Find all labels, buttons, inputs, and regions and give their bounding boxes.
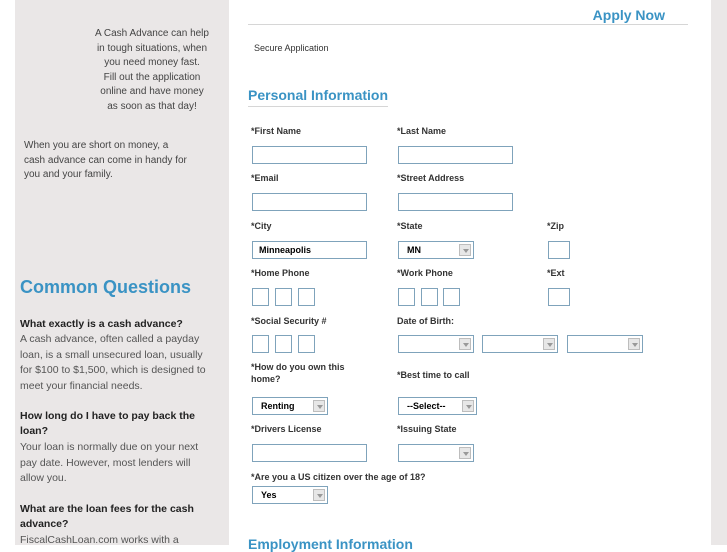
us-citizen-select[interactable] xyxy=(252,486,328,504)
dob-day-select[interactable] xyxy=(482,335,558,353)
email-label: *Email xyxy=(251,173,279,183)
ssn-part3-input[interactable] xyxy=(298,335,315,353)
faq-question xyxy=(20,317,220,332)
sidebar xyxy=(15,0,229,545)
street-address-input[interactable] xyxy=(398,193,513,211)
home-phone-line-input[interactable] xyxy=(298,288,315,306)
own-home-label-line: home? xyxy=(251,374,281,384)
intro-line: A Cash Advance can help xyxy=(95,28,209,39)
own-home-label xyxy=(251,361,345,385)
chevron-down-icon xyxy=(462,400,474,412)
employment-information-title: Employment Information xyxy=(248,536,413,552)
intro-line: Fill out the application xyxy=(103,71,201,83)
faq-answer-line: pay date. However, most lenders will xyxy=(20,456,191,469)
ssn-part1-input[interactable] xyxy=(252,335,269,353)
own-home-select[interactable] xyxy=(252,397,328,415)
faq-answer xyxy=(20,440,222,487)
faq-question-line: What exactly is a cash advance? xyxy=(20,318,183,330)
faq-answer-line: A cash advance, often called a payday xyxy=(20,333,200,345)
faq-question-line: How long do I have to pay back the xyxy=(20,410,196,422)
common-questions-title: Common Questions xyxy=(20,277,192,297)
faq-answer-line: meet your financial needs. xyxy=(20,379,143,392)
application-form-panel xyxy=(231,0,711,552)
first-name-input[interactable] xyxy=(252,146,367,164)
home-phone-label: *Home Phone xyxy=(251,268,310,278)
city-label: *City xyxy=(251,221,272,231)
work-phone-label: *Work Phone xyxy=(397,268,453,278)
own-home-select-value: Renting xyxy=(261,401,295,411)
ssn-part2-input[interactable] xyxy=(275,335,292,353)
intro-line: online and have money xyxy=(100,86,204,98)
last-name-input[interactable] xyxy=(398,146,513,164)
chevron-down-icon xyxy=(543,338,555,350)
chevron-down-icon xyxy=(459,447,471,459)
chevron-down-icon xyxy=(459,244,471,256)
state-select[interactable] xyxy=(398,241,474,259)
personal-information-title: Personal Information xyxy=(248,87,388,107)
street-address-label: *Street Address xyxy=(397,173,465,183)
faq-answer-line: Your loan is normally due on your next xyxy=(20,441,199,453)
faq-question xyxy=(20,502,220,532)
secure-application-label: Secure Application xyxy=(254,43,329,53)
faq-answer-line: for $100 to $1,500, which is designed to xyxy=(20,364,206,376)
work-phone-line-input[interactable] xyxy=(443,288,460,306)
faq-answer-line: loan, is a small unsecured loan, usually xyxy=(20,348,203,361)
issuing-state-label: *Issuing State xyxy=(397,424,457,434)
date-of-birth-label: Date of Birth: xyxy=(397,316,454,326)
home-phone-area-input[interactable] xyxy=(252,288,269,306)
faq-answer xyxy=(20,332,222,394)
right-margin-band xyxy=(711,0,727,545)
intro-line: in tough situations, when xyxy=(96,42,208,54)
intro-text xyxy=(87,27,217,115)
apply-now-link[interactable]: Apply Now xyxy=(592,7,665,23)
ssn-label: *Social Security # xyxy=(251,316,327,326)
issuing-state-select[interactable] xyxy=(398,444,474,462)
faq-answer-line: allow you. xyxy=(20,472,67,484)
faq-answer-line: FiscalCashLoan.com works with a xyxy=(20,534,179,546)
best-time-label: *Best time to call xyxy=(397,370,470,380)
header-rule xyxy=(248,0,688,25)
own-home-label-line: *How do you own this xyxy=(251,362,345,372)
state-select-value: MN xyxy=(407,245,421,255)
faq-question-line: loan? xyxy=(20,425,48,437)
best-time-select-value: --Select-- xyxy=(407,401,446,411)
faq-answer xyxy=(20,533,222,549)
home-phone-prefix-input[interactable] xyxy=(275,288,292,306)
chevron-down-icon xyxy=(313,400,325,412)
dob-year-select[interactable] xyxy=(567,335,643,353)
chevron-down-icon xyxy=(628,338,640,350)
us-citizen-label: *Are you a US citizen over the age of 18? xyxy=(251,472,426,482)
email-input[interactable] xyxy=(252,193,367,211)
best-time-select[interactable] xyxy=(398,397,477,415)
ext-input[interactable] xyxy=(548,288,570,306)
chevron-down-icon xyxy=(313,489,325,501)
intro-line: you and your family. xyxy=(24,169,113,181)
chevron-down-icon xyxy=(459,338,471,350)
dob-month-select[interactable] xyxy=(398,335,474,353)
intro-line: you need money fast. xyxy=(104,57,200,69)
work-phone-prefix-input[interactable] xyxy=(421,288,438,306)
faq-question-line: advance? xyxy=(20,518,69,530)
ext-label: *Ext xyxy=(547,268,565,278)
drivers-license-input[interactable] xyxy=(252,444,367,462)
secondary-intro-text xyxy=(24,139,204,183)
state-label: *State xyxy=(397,221,423,231)
first-name-label: *First Name xyxy=(251,126,302,136)
intro-line: as soon as that day! xyxy=(107,100,197,112)
us-citizen-select-value: Yes xyxy=(261,490,277,500)
faq-question-line: What are the loan fees for the cash xyxy=(20,503,194,515)
faq-question xyxy=(20,409,220,439)
intro-line: When you are short on money, a xyxy=(24,140,169,151)
work-phone-area-input[interactable] xyxy=(398,288,415,306)
drivers-license-label: *Drivers License xyxy=(251,424,322,434)
last-name-label: *Last Name xyxy=(397,126,447,136)
intro-line: cash advance can come in handy for xyxy=(24,154,187,166)
zip-label: *Zip xyxy=(547,221,564,231)
city-input[interactable]: Minneapolis xyxy=(252,241,367,259)
zip-input[interactable] xyxy=(548,241,570,259)
